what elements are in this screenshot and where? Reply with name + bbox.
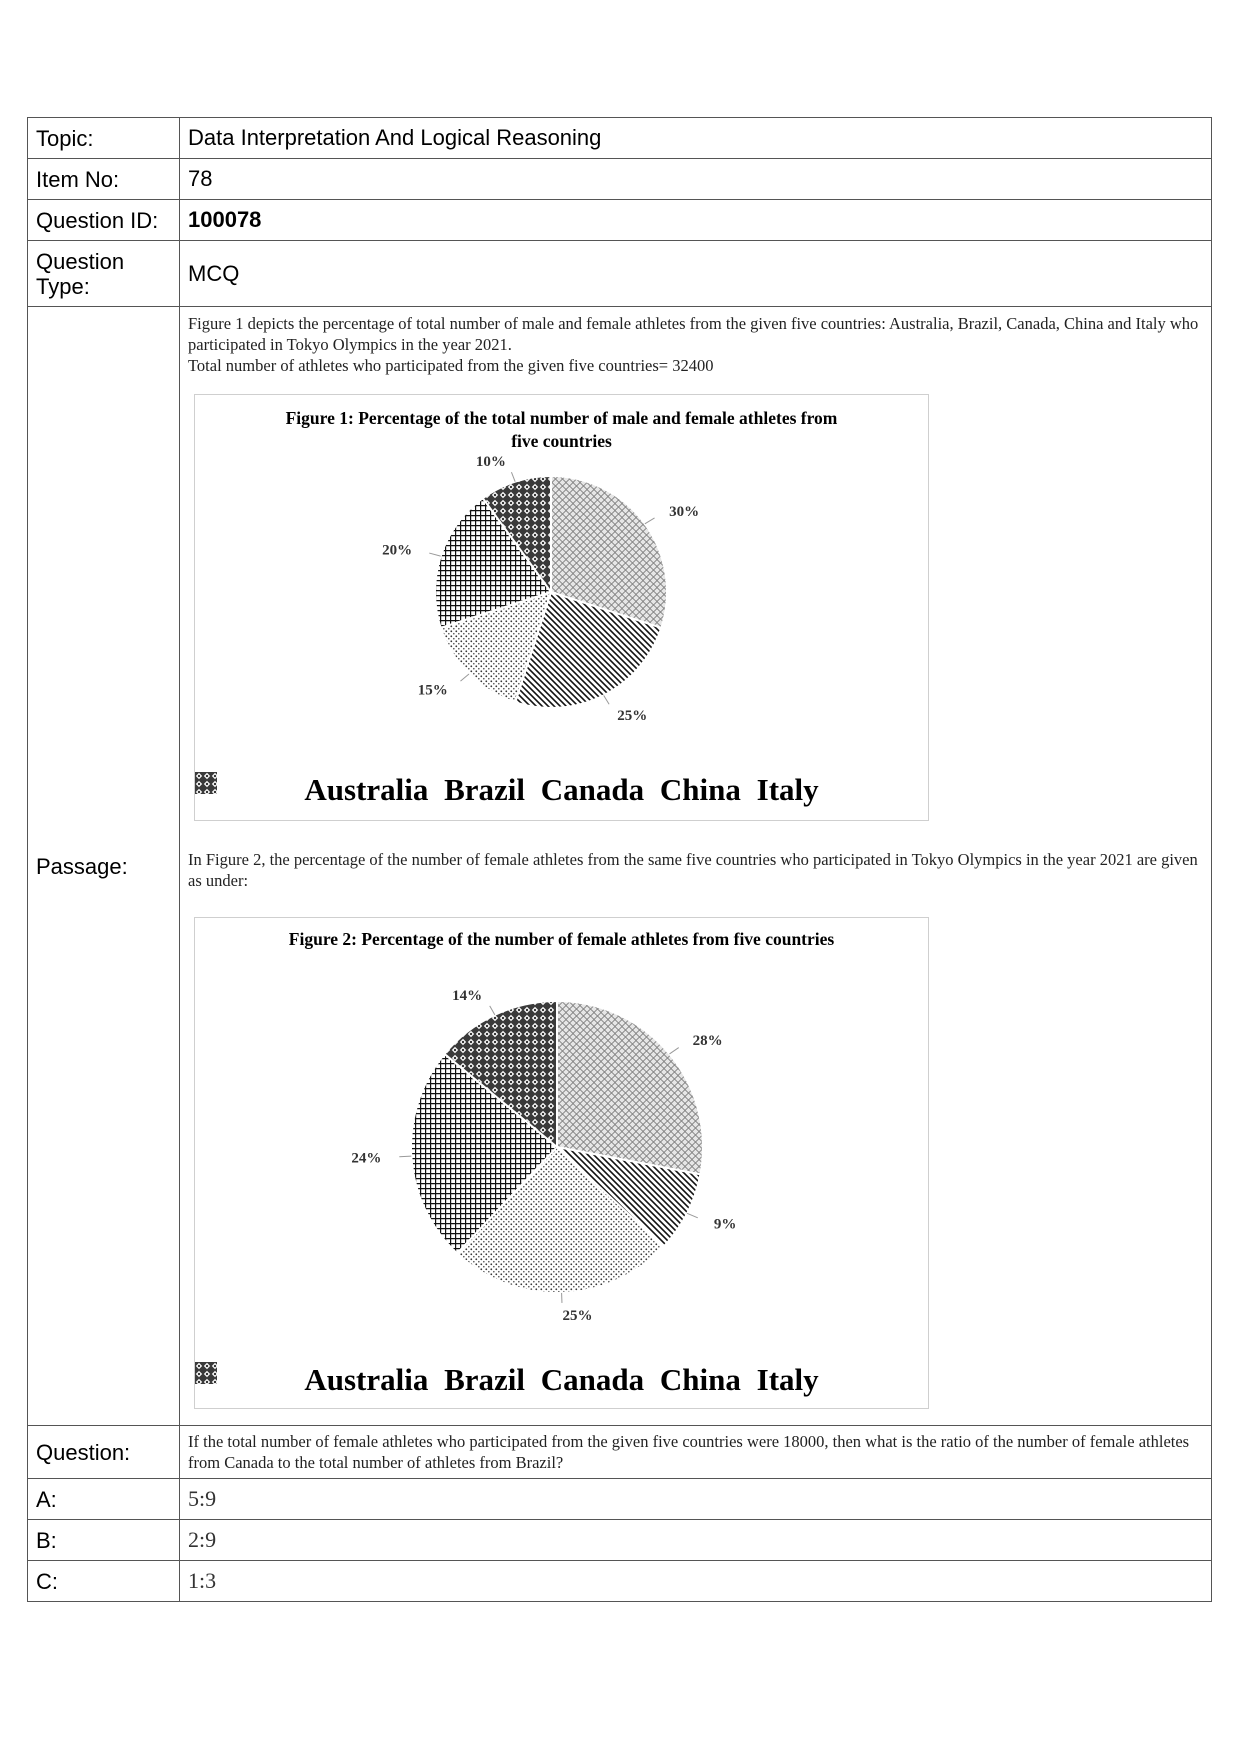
- row-question-id: [28, 200, 1212, 241]
- leader-line-brazil: [604, 695, 609, 704]
- row-topic: [28, 118, 1212, 159]
- passage-total: Total number of athletes who participated from the given five countries= 32400: [188, 356, 714, 375]
- data-label-china: 20%: [382, 542, 413, 559]
- option-b-value: 2:9: [180, 1520, 1212, 1561]
- option-c-label: C:: [28, 1561, 180, 1602]
- legend-australia: Australia: [304, 1362, 428, 1398]
- topic-value: Data Interpretation And Logical Reasoning: [180, 118, 1212, 159]
- figure-2-title: Figure 2: Percentage of the number of female athletes from five countries: [288, 929, 835, 949]
- data-label-australia: 30%: [669, 503, 700, 520]
- legend-brazil: Brazil: [444, 1362, 525, 1398]
- data-label-australia: 28%: [692, 1032, 723, 1049]
- question-sheet: [27, 117, 1212, 1602]
- leader-line-italy: [490, 1006, 495, 1015]
- leader-line-australia: [645, 518, 655, 524]
- question-type-label: Question Type:: [28, 241, 180, 307]
- data-label-brazil: 25%: [617, 707, 648, 724]
- figure-2: [194, 917, 929, 1409]
- figure-2-pie: [195, 918, 928, 1408]
- option-c-value: 1:3: [180, 1561, 1212, 1602]
- leader-line-australia: [669, 1048, 678, 1054]
- row-question: [28, 1426, 1212, 1479]
- option-a-value: 5:9: [180, 1479, 1212, 1520]
- figure-1-pie: [195, 395, 928, 820]
- data-label-canada: 25%: [562, 1307, 593, 1324]
- data-label-brazil: 9%: [713, 1216, 737, 1233]
- legend-brazil: Brazil: [444, 772, 525, 808]
- slice-australia: [557, 1001, 703, 1174]
- legend-canada: Canada: [541, 772, 644, 808]
- figure-1-legend: [195, 772, 928, 808]
- question-type-value: MCQ: [180, 241, 1212, 307]
- topic-label: Topic:: [28, 118, 180, 159]
- passage-intro: Figure 1 depicts the percentage of total number of male and female athletes from the given five countries: Australia, Brazil, Canada, China and Italy who participated in Tokyo Olympics in the year 2021.: [188, 314, 1199, 354]
- question-id-value: 100078: [180, 200, 1212, 241]
- legend-australia: Australia: [304, 772, 428, 808]
- passage-figure2-intro: In Figure 2, the percentage of the number of female athletes from the same five countries who participated in Tokyo Olympics in the year 2021 are given as under:: [188, 850, 1198, 890]
- leader-line-canada: [460, 674, 468, 681]
- leader-line-china: [399, 1156, 411, 1157]
- row-passage: [28, 307, 1212, 1426]
- passage-label: Passage:: [28, 307, 180, 1426]
- figure-1-title: Figure 1: Percentage of the total number of male and female athletes from five countries: [285, 408, 838, 451]
- question-label: Question:: [28, 1426, 180, 1479]
- figure-1: [194, 394, 929, 821]
- data-label-canada: 15%: [417, 682, 448, 699]
- row-option-a: [28, 1479, 1212, 1520]
- legend-italy: Italy: [757, 1362, 819, 1398]
- leader-line-brazil: [687, 1213, 698, 1218]
- row-option-b: [28, 1520, 1212, 1561]
- passage-content: [180, 307, 1212, 1426]
- leader-line-china: [429, 553, 440, 556]
- item-no-value: 78: [180, 159, 1212, 200]
- data-label-china: 24%: [351, 1150, 382, 1167]
- row-question-type: [28, 241, 1212, 307]
- question-text: If the total number of female athletes who participated from the given five countries were 18000, then what is the ratio of the number of female athletes from Canada to the total number of athletes from Brazil?: [180, 1426, 1212, 1479]
- question-id-label: Question ID:: [28, 200, 180, 241]
- legend-china: China: [660, 1362, 741, 1398]
- data-label-italy: 10%: [475, 453, 506, 470]
- row-option-c: [28, 1561, 1212, 1602]
- item-no-label: Item No:: [28, 159, 180, 200]
- figure-2-legend: [195, 1362, 928, 1398]
- data-label-italy: 14%: [452, 987, 483, 1004]
- legend-china: China: [660, 772, 741, 808]
- leader-line-italy: [511, 472, 515, 482]
- option-b-label: B:: [28, 1520, 180, 1561]
- legend-canada: Canada: [541, 1362, 644, 1398]
- option-a-label: A:: [28, 1479, 180, 1520]
- row-item-no: [28, 159, 1212, 200]
- legend-italy: Italy: [757, 772, 819, 808]
